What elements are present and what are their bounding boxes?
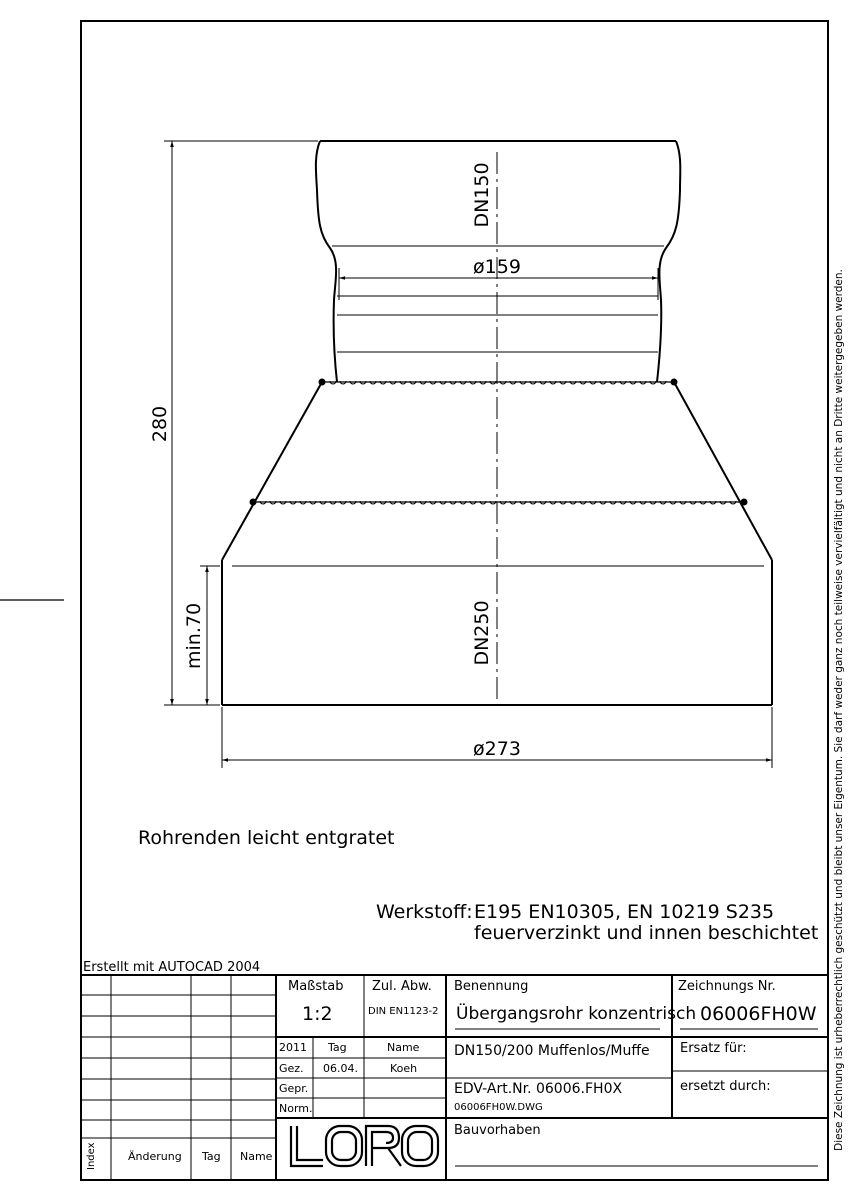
dimension-lines [164,141,772,768]
drawn-date: 06.04. [323,1062,358,1075]
height-label: 280 [149,405,171,443]
designation-value: Übergangsrohr konzentrisch [456,1004,697,1024]
created-with: Erstellt mit AUTOCAD 2004 [83,960,261,975]
dia-bottom-label: ø273 [473,738,521,760]
drawn-label: Gez. [279,1062,304,1075]
edv-article-number: EDV-Art.Nr. 06006.FH0X [454,1081,623,1097]
dn-bottom-label: DN250 [471,600,493,666]
checked-label: Gepr. [279,1082,309,1095]
min-length-label: min.70 [183,602,205,670]
tolerance-label: Zul. Abw. [372,979,432,994]
copyright-notice: Diese Zeichnung ist urheberrechtlich geschützt und bleibt unser Eigentum. Sie darf weder ganz noch teilweise vervielfältigt und nicht an Dritte weitergegeben werden. [833,269,845,1151]
standard-label: Norm. [279,1102,313,1115]
drawn-name: Koeh [390,1062,418,1075]
rev-name-header: Name [240,1150,273,1163]
logo-text: LORO [0,0,3,1]
name-header: Name [387,1041,420,1054]
scale-label: Maßstab [288,979,344,994]
drawing-number-value: 06006FH0W [700,1003,817,1025]
rev-change-header: Änderung [128,1150,182,1163]
material-spec: E195 EN10305, EN 10219 S235 [474,901,775,923]
material-coating: feuerverzinkt und innen beschichtet [474,922,819,944]
dia-top-label: ø159 [473,256,521,278]
material-label: Werkstoff: [376,901,473,923]
year-cell: 2011 [279,1041,307,1054]
dwg-filename: 06006FH0W.DWG [454,1102,543,1113]
rev-day-header: Tag [202,1150,221,1163]
weld-seam-lower [250,499,748,506]
deburr-note: Rohrenden leicht entgratet [138,827,395,849]
dn-top-label: DN150 [471,162,493,228]
tag-header: Tag [328,1041,347,1054]
scale-value: 1:2 [302,1003,333,1025]
replaced-by-label: ersetzt durch: [680,1079,771,1094]
pipe-inner-lines [232,246,764,566]
tolerance-value: DIN EN1123-2 [368,1006,439,1017]
weld-seam-upper [319,379,678,386]
drawing-number-label: Zeichnungs Nr. [678,979,776,994]
project-label: Bauvorhaben [454,1123,541,1138]
description: DN150/200 Muffenlos/Muffe [454,1043,650,1059]
designation-label: Benennung [454,979,529,994]
loro-logo [291,1126,438,1166]
rev-index-header: Index [86,1142,97,1170]
replacement-for-label: Ersatz für: [680,1041,747,1056]
